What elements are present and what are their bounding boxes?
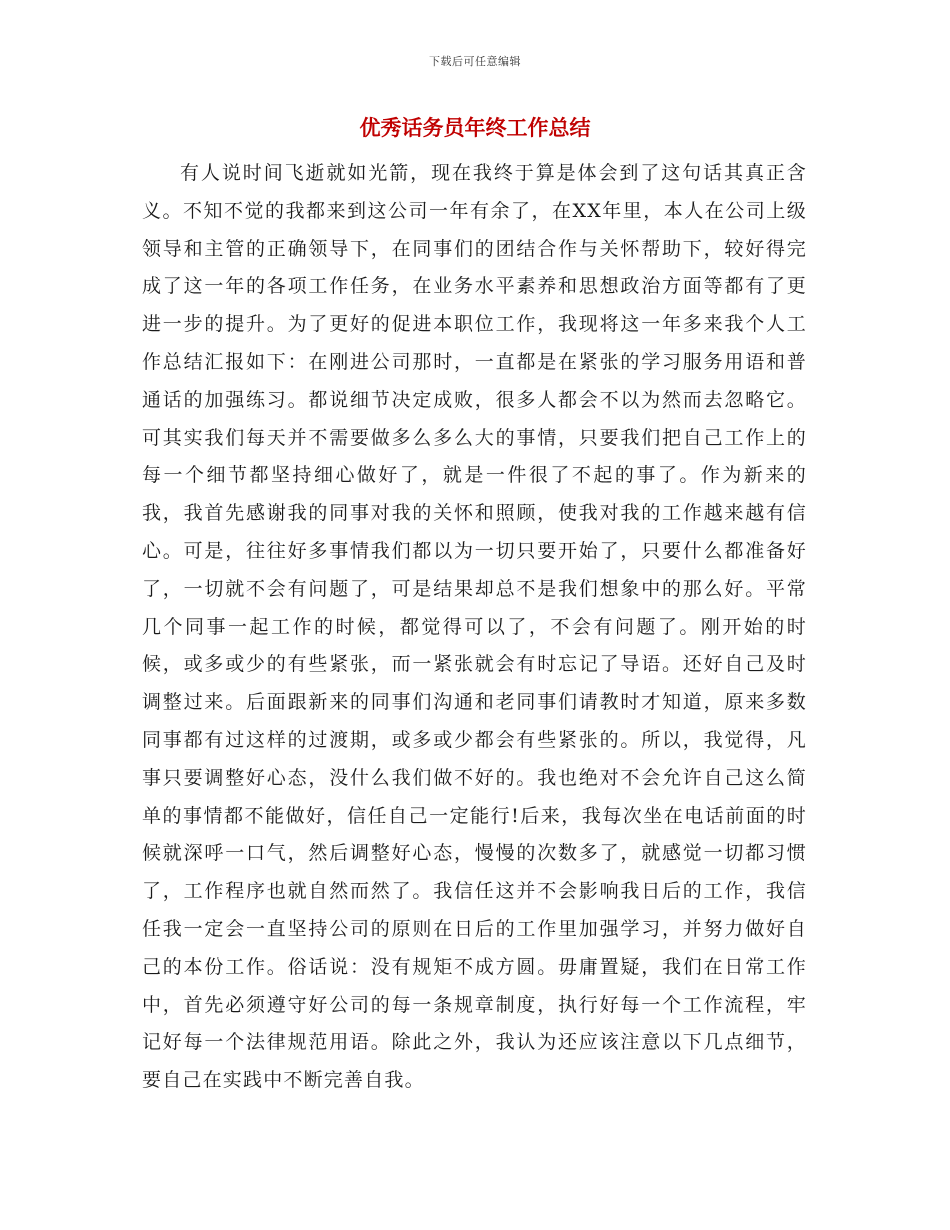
body-paragraph: 有人说时间飞逝就如光箭，现在我终于算是体会到了这句话其真正含义。不知不觉的我都来到这公司一年有余了，在XX年里，本人在公司上级领导和主管的正确领导下，在同事们的团结合作与关怀帮助下，较好得完成了这一年的各项工作任务，在业务水平素养和思想政治方面等都有了更进一步的提升。为了更好的促进本职位工作，我现将这一年多来我个人工作总结汇报如下：在刚进公司那时，一直都是在紧张的学习服务用语和普通话的加强练习。都说细节决定成败，很多人都会不以为然而去忽略它。可其实我们每天并不需要做多么多么大的事情，只要我们把自己工作上的每一个细节都坚持细心做好了，就是一件很了不起的事了。作为新来的我，我首先感谢我的同事对我的关怀和照顾，使我对我的工作越来越有信心。可是，往往好多事情我们都以为一切只要开始了，只要什么都准备好了，一切就不会有问题了，可是结果却总不是我们想象中的那么好。平常几个同事一起工作的时候，都觉得可以了，不会有问题了。刚开始的时候，或多或少的有些紧张，而一紧张就会有时忘记了导语。还好自己及时调整过来。后面跟新来的同事们沟通和老同事们请教时才知道，原来多数同事都有过这样的过渡期，或多或少都会有些紧张的。所以，我觉得，凡事只要调整好心态，没什么我们做不好的。我也绝对不会允许自己这么简单的事情都不能做好，信任自己一定能行!后来，我每次坐在电话前面的时候就深呼一口气，然后调整好心态，慢慢的次数多了，就感觉一切都习惯了，工作程序也就自然而然了。我信任这并不会影响我日后的工作，我信任我一定会一直坚持公司的原则在日后的工作里加强学习，并努力做好自己的本份工作。俗话说：没有规矩不成方圆。毋庸置疑，我们在日常工作中，首先必须遵守好公司的每一条规章制度，执行好每一个工作流程，牢记好每一个法律规范用语。除此之外，我认为还应该注意以下几点细节，要自己在实践中不断完善自我。 <box>142 162 807 1092</box>
document-title: 优秀话务员年终工作总结 <box>359 115 591 140</box>
header-note: 下载后可任意编辑 <box>429 55 521 68</box>
